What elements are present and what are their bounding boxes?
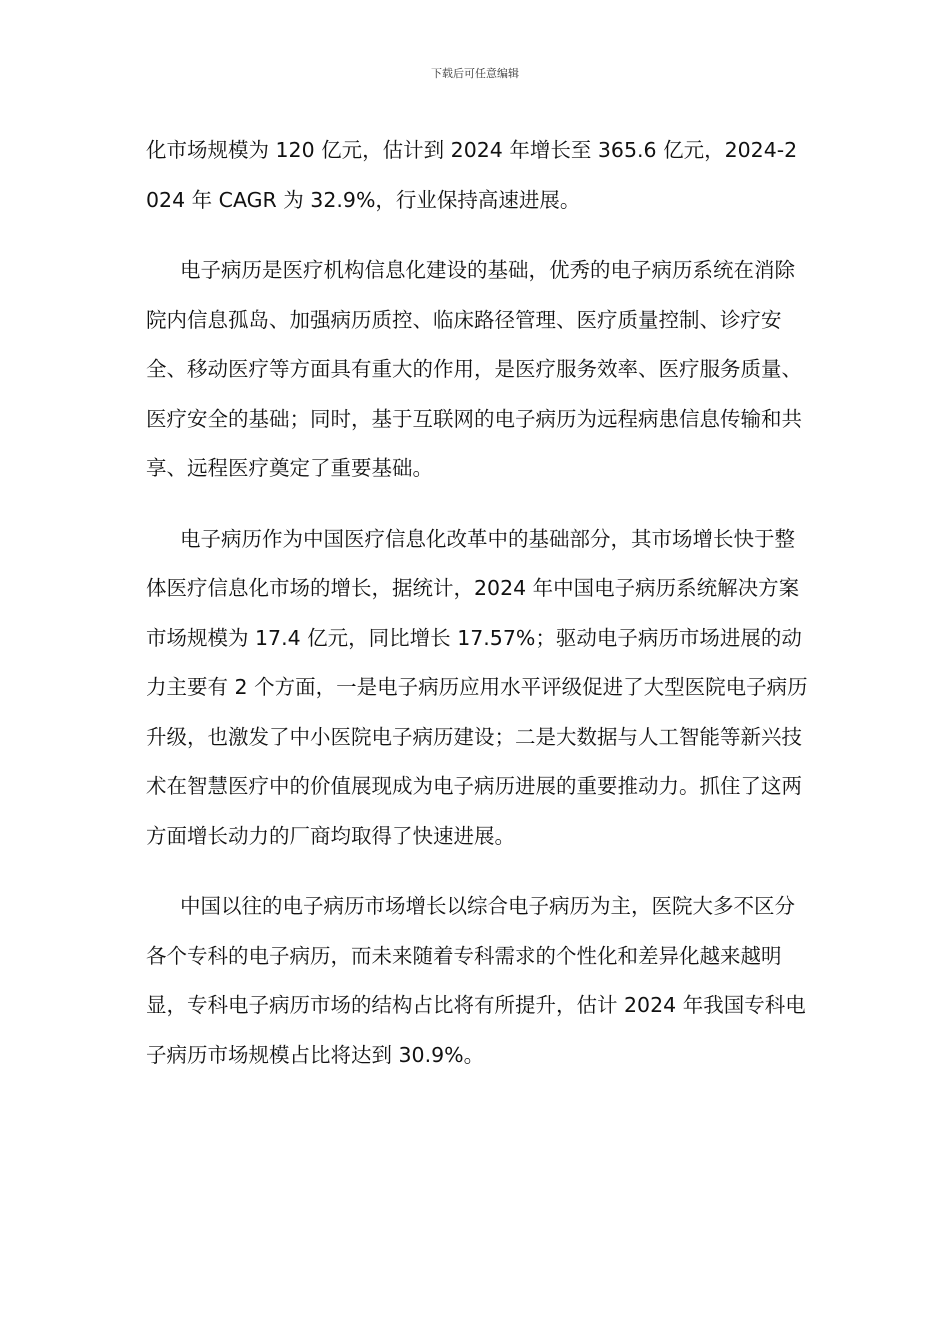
- paragraph-specialty-emr-outlook: 中国以往的电子病历市场增长以综合电子病历为主，医院大多不区分各个专科的电子病历，而未来随着专科需求的个性化和差异化越来越明显，专科电子病历市场的结构占比将有所提升，估计 2024 年我国专科电子病历市场规模占比将达到 30.9%。: [146, 894, 806, 1067]
- paragraph-emr-foundation: 电子病历是医疗机构信息化建设的基础，优秀的电子病历系统在消除院内信息孤岛、加强病历质控、临床路径管理、医疗质量控制、诊疗安全、移动医疗等方面具有重大的作用，是医疗服务效率、医疗服务质量、医疗安全的基础；同时，基于互联网的电子病历为远程病患信息传输和共享、远程医疗奠定了重要基础。: [146, 258, 802, 480]
- document-body: [146, 126, 808, 1080]
- header-editable-note: 下载后可任意编辑: [431, 67, 519, 80]
- paragraph-emr-market-growth: 电子病历作为中国医疗信息化改革中的基础部分，其市场增长快于整体医疗信息化市场的增长，据统计，2024 年中国电子病历系统解决方案市场规模为 17.4 亿元，同比增长 17.57%；驱动电子病历市场进展的动力主要有 2 个方面，一是电子病历应用水平评级促进了大型医院电子病历升级，也激发了中小医院电子病历建设；二是大数据与人工智能等新兴技术在智慧医疗中的价值展现成为电子病历进展的重要推动力。抓住了这两方面增长动力的厂商均取得了快速进展。: [146, 526, 808, 848]
- paragraph-market-scale-continued: 化市场规模为 120 亿元，估计到 2024 年增长至 365.6 亿元，2024-2024 年 CAGR 为 32.9%，行业保持高速进展。: [146, 138, 798, 212]
